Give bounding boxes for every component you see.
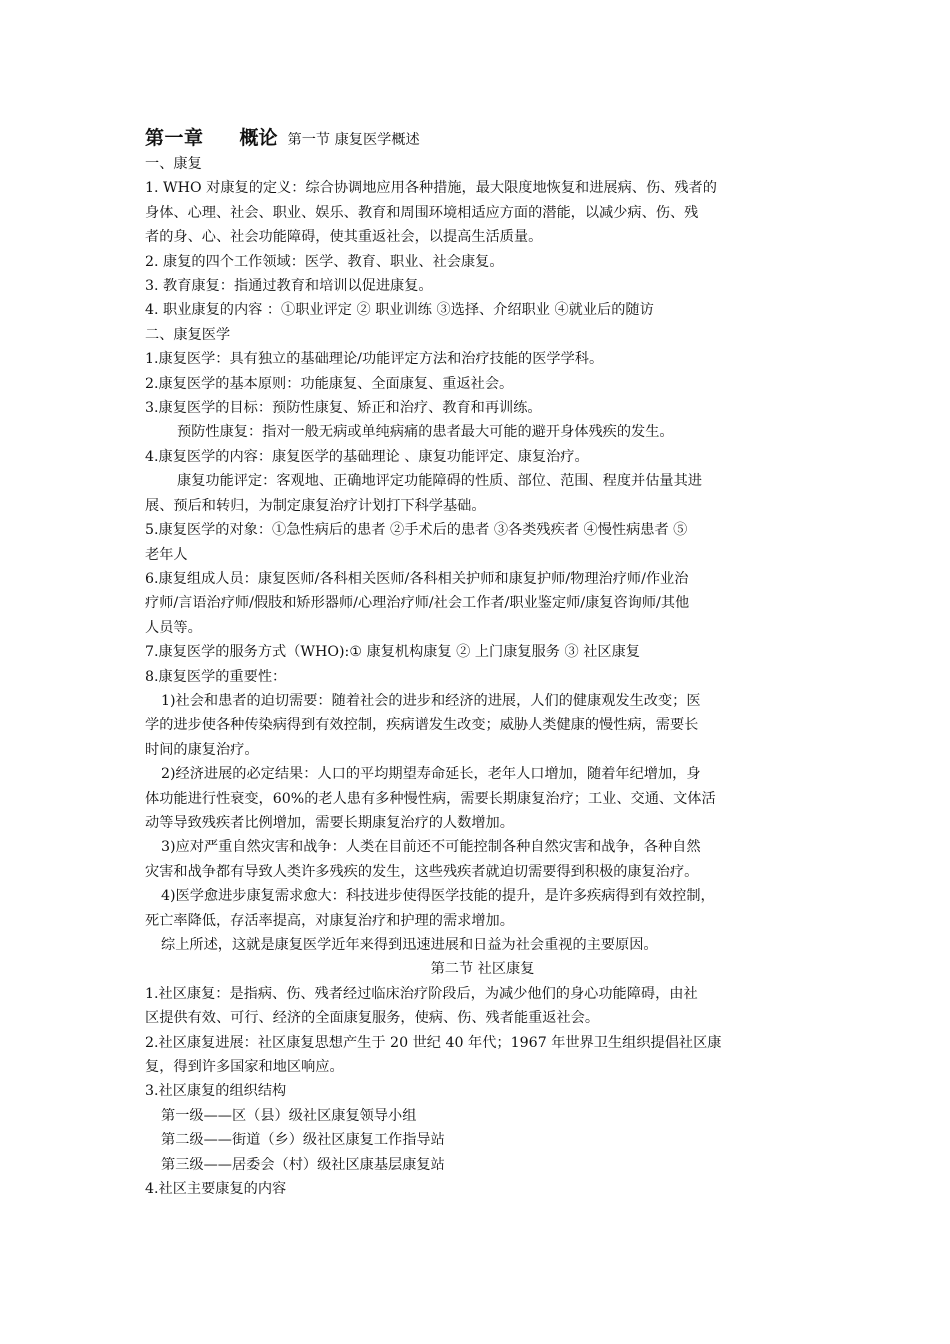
text-line: 体功能进行性衰变，60%的老人患有多种慢性病，需要长期康复治疗；工业、交通、文体活 <box>145 790 716 807</box>
text-line: 二、康复医学 <box>145 326 231 343</box>
importance-item: 1)社会和患者的迫切需要：随着社会的进步和经济的进展，人们的健康观发生改变；医 <box>161 692 701 709</box>
org-level: 第二级——街道（乡）级社区康复工作指导站 <box>161 1132 445 1149</box>
text-line: 1. WHO 对康复的定义：综合协调地应用各种措施，最大限度地恢复和进展病、伤、残者的 <box>145 180 717 197</box>
text-line: 灾害和战争都有导致人类许多残疾的发生，这些残疾者就迫切需要得到积极的康复治疗。 <box>145 863 699 880</box>
text-line: 2.康复医学的基本原则：功能康复、全面康复、重返社会。 <box>145 375 514 392</box>
text-line: 动等导致残疾者比例增加，需要长期康复治疗的人数增加。 <box>145 814 514 831</box>
text-line: 区提供有效、可行、经济的全面康复服务，使病、伤、残者能重返社会。 <box>145 1010 600 1027</box>
text-line-indented: 预防性康复：指对一般无病或单纯病痛的患者最大可能的避开身体残疾的发生。 <box>177 424 674 441</box>
text-line: 4. 职业康复的内容 ：①职业评定 ② 职业训练 ③选择、介绍职业 ④就业后的随访 <box>145 302 654 319</box>
importance-item: 2)经济进展的必定结果：人口的平均期望寿命延长，老年人口增加，随着年纪增加，身 <box>161 766 701 783</box>
chapter-heading <box>145 124 820 152</box>
text-line-indented: 康复功能评定：客观地、正确地评定功能障碍的性质、部位、范围、程度并估量其进 <box>177 473 702 490</box>
text-line: 8.康复医学的重要性： <box>145 668 287 685</box>
section-2-title: 第二节 社区康复 <box>430 961 535 978</box>
text-line: 老年人 <box>145 546 188 563</box>
text-line: 4.社区主要康复的内容 <box>145 1181 287 1198</box>
chapter-title: 概论 <box>239 127 278 149</box>
text-line: 3.康复医学的目标：预防性康复、矫正和治疗、教育和再训练。 <box>145 400 542 417</box>
text-line: 者的身、心、社会功能障碍，使其重返社会，以提高生活质量。 <box>145 229 543 246</box>
org-level: 第一级——区（县）级社区康复领导小组 <box>161 1107 417 1124</box>
text-line: 7.康复医学的服务方式（WHO):① 康复机构康复 ② 上门康复服务 ③ 社区康复 <box>145 644 640 661</box>
text-line: 身体、心理、社会、职业、娱乐、教育和周围环境相适应方面的潜能，以减少病、伤、残 <box>145 204 699 221</box>
summary-line: 综上所述，这就是康复医学近年来得到迅速进展和日益为社会重视的主要原因。 <box>161 937 658 953</box>
text-line: 复，得到许多国家和地区响应。 <box>145 1059 344 1076</box>
document-page <box>145 124 820 1201</box>
text-line: 学的进步使各种传染病得到有效控制，疾病谱发生改变；威胁人类健康的慢性病，需要长 <box>145 717 699 734</box>
text-line: 疗师/言语治疗师/假肢和矫形器师/心理治疗师/社会工作者/职业鉴定师/康复咨询师/其他 <box>145 595 690 612</box>
text-line: 5.康复医学的对象：①急性病后的患者 ②手术后的患者 ③各类残疾者 ④慢性病患者 ⑤ <box>145 522 688 539</box>
section-1-title: 第一节 康复医学概述 <box>287 132 420 148</box>
text-line: 2. 康复的四个工作领域：医学、教育、职业、社会康复。 <box>145 253 504 270</box>
text-line: 展、预后和转归，为制定康复治疗计划打下科学基础。 <box>145 497 486 514</box>
text-line: 时间的康复治疗。 <box>145 741 259 758</box>
text-line: 3.社区康复的组织结构 <box>145 1083 287 1100</box>
org-level: 第三级——居委会（村）级社区康基层康复站 <box>161 1156 445 1173</box>
text-line: 3. 教育康复：指通过教育和培训以促进康复。 <box>145 278 433 295</box>
text-line: 6.康复组成人员：康复医师/各科相关医师/各科相关护师和康复护师/物理治疗师/作业治 <box>145 570 689 587</box>
text-line: 一、康复 <box>145 156 202 172</box>
importance-item: 3)应对严重自然灾害和战争：人类在目前还不可能控制各种自然灾害和战争，各种自然 <box>161 839 701 856</box>
text-line: 死亡率降低，存活率提高，对康复治疗和护理的需求增加。 <box>145 912 514 929</box>
text-line: 1.康复医学：具有独立的基础理论/功能评定方法和治疗技能的医学学科。 <box>145 351 604 368</box>
text-line: 2.社区康复进展：社区康复思想产生于 20 世纪 40 年代；1967 年世界卫生组织提倡社区康 <box>145 1034 722 1051</box>
chapter-number: 第一章 <box>145 127 204 149</box>
text-line: 4.康复医学的内容：康复医学的基础理论 、康复功能评定、康复治疗。 <box>145 448 589 465</box>
importance-item: 4)医学愈进步康复需求愈大：科技进步使得医学技能的提升，是许多疾病得到有效控制， <box>161 888 715 905</box>
text-line: 人员等。 <box>145 619 202 636</box>
text-line: 1.社区康复：是指病、伤、残者经过临床治疗阶段后，为减少他们的身心功能障碍，由社 <box>145 985 698 1002</box>
